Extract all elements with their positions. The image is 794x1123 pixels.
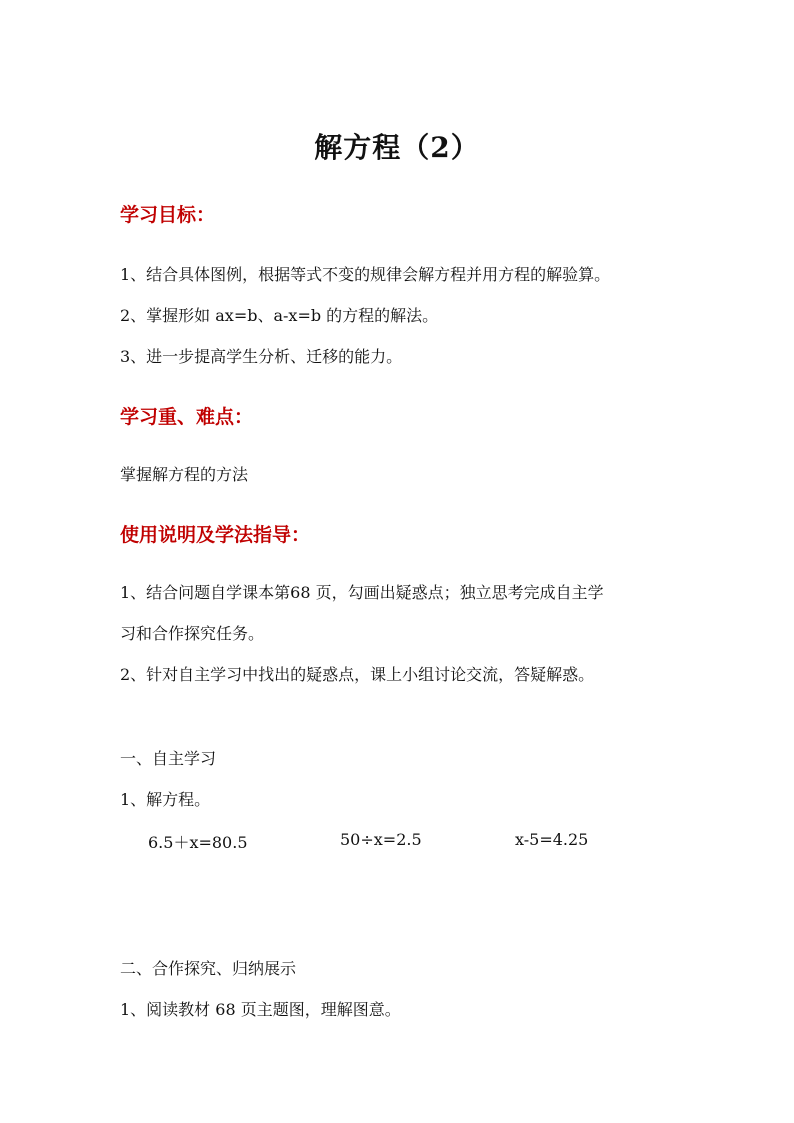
equation-2: 50÷x=2.5 [340,830,422,849]
document-title: 解方程（2） [314,131,480,164]
goal-item-3: 3、进一步提高学生分析、迁移的能力。 [120,347,403,366]
cooperation-task: 1、阅读教材 68 页主题图，理解图意。 [120,1000,401,1019]
equation-row [0,830,794,854]
learning-goals-heading: 学习目标： [120,204,216,226]
instructions-heading: 使用说明及学法指导： [120,524,311,546]
instruction-item-1-line-1: 1、结合问题自学课本第68 页，勾画出疑惑点；独立思考完成自主学 [120,583,604,602]
key-points-heading: 学习重、难点： [120,406,254,428]
cooperation-heading: 二、合作探究、归纳展示 [120,959,297,978]
key-points-text: 掌握解方程的方法 [120,465,249,484]
equation-3: x-5=4.25 [515,830,589,849]
equation-1: 6.5＋x=80.5 [148,833,248,852]
goal-item-1: 1、结合具体图例，根据等式不变的规律会解方程并用方程的解验算。 [120,265,611,284]
goal-item-2: 2、掌握形如 ax=b、a-x=b 的方程的解法。 [120,306,439,325]
self-study-task: 1、解方程。 [120,790,211,809]
instruction-item-2: 2、针对自主学习中找出的疑惑点，课上小组讨论交流，答疑解惑。 [120,665,595,684]
self-study-heading: 一、自主学习 [120,749,217,768]
instruction-item-1-line-2: 习和合作探究任务。 [120,624,265,643]
